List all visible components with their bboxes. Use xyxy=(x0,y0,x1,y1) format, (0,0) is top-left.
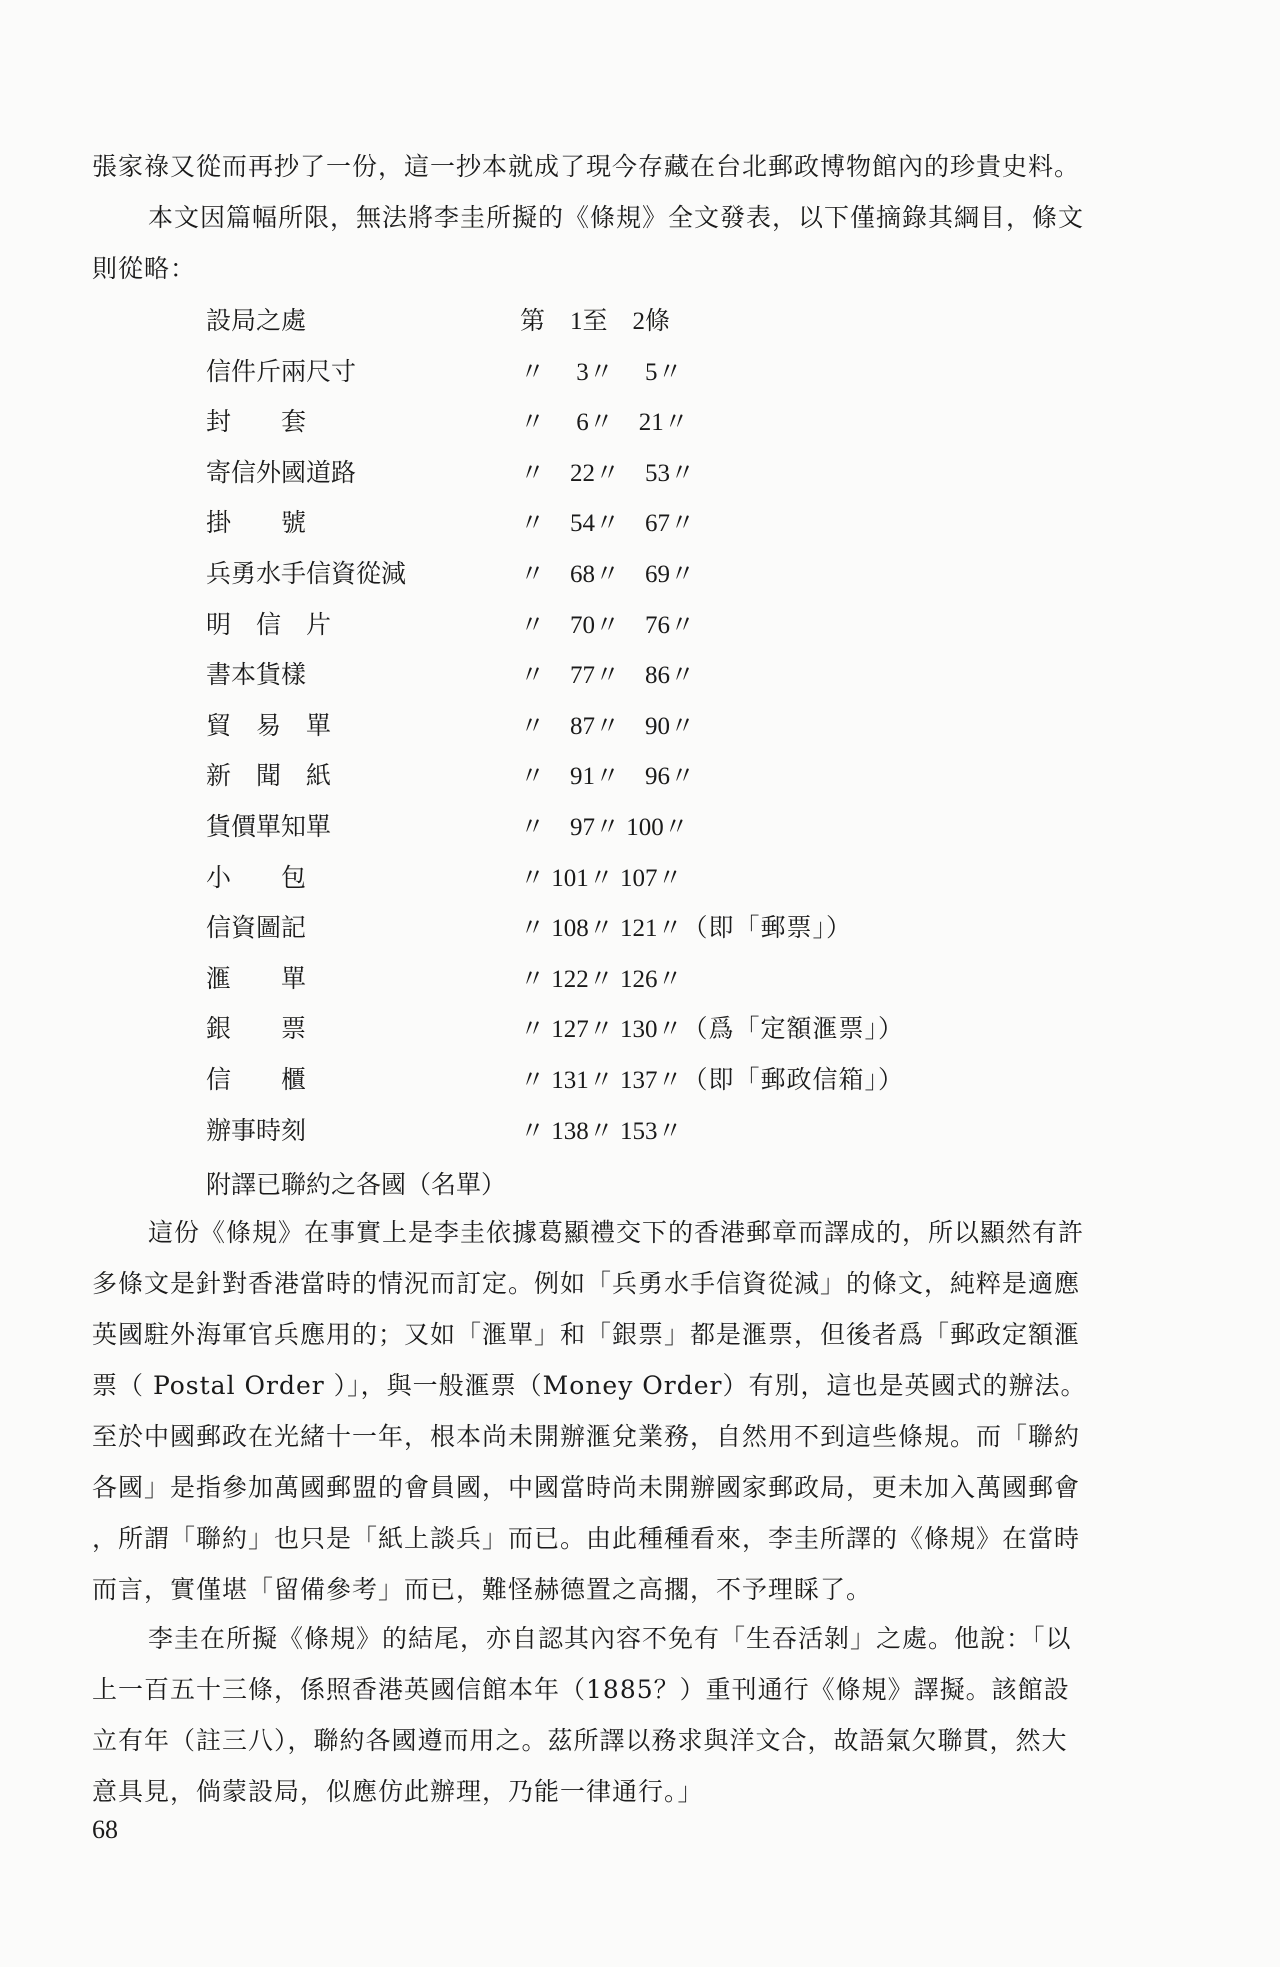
outline-row xyxy=(206,1055,1106,1106)
text-line: 這份《條規》在事實上是李圭依據葛顯禮交下的香港郵章而譯成的，所以顯然有許 xyxy=(148,1218,1085,1247)
outline-title: 辦事時刻 xyxy=(206,1115,307,1145)
text-line: 至於中國郵政在光緒十一年，根本尚未開辦滙兌業務，自然用不到這些條規。而「聯約 xyxy=(92,1422,1081,1451)
outline-range: 〃 6〃 21〃 xyxy=(520,409,689,437)
text-line: 本文因篇幅所限，無法將李圭所擬的《條規》全文發表，以下僅摘錄其綱目，條文 xyxy=(148,203,1085,232)
outline-title: 封 套 xyxy=(206,407,307,437)
outline-title: 寄信外國道路 xyxy=(206,457,357,487)
text-line: 張家祿又從而再抄了一份，這一抄本就成了現今存藏在台北郵政博物館內的珍貴史料。 xyxy=(92,152,1081,181)
outline-row xyxy=(206,397,1106,448)
outline-title: 明 信 片 xyxy=(206,609,332,639)
intro-paragraph xyxy=(92,141,1184,294)
outline-range: 〃 77〃 86〃 xyxy=(520,662,696,690)
outline-title: 掛 號 xyxy=(206,508,307,538)
regulations-outline xyxy=(206,296,1106,1156)
outline-range: 〃 138〃 153〃 xyxy=(520,1117,683,1145)
outline-title: 新 聞 紙 xyxy=(206,761,332,791)
text-line: 李圭在所擬《條規》的結尾，亦自認其內容不免有「生吞活剝」之處。他說：「以 xyxy=(148,1624,1072,1653)
text-line: 而言，實僅堪「留備參考」而已，難怪赫德置之高擱，不予理睬了。 xyxy=(92,1575,873,1604)
outline-range: 〃 127〃 130〃（爲「定額滙票」） xyxy=(520,1014,905,1044)
text-line: 上一百五十三條，係照香港英國信館本年（1885？）重刊通行《條規》譯擬。該館設 xyxy=(92,1675,1070,1704)
outline-note: （即「郵政信箱」） xyxy=(682,1064,905,1094)
outline-row xyxy=(206,701,1106,752)
outline-row xyxy=(206,1004,1106,1055)
outline-row xyxy=(206,954,1106,1005)
outline-footer: 附譯已聯約之各國（名單） xyxy=(206,1170,507,1199)
outline-range: 〃 97〃 100〃 xyxy=(520,813,689,841)
text-line: 英國駐外海軍官兵應用的；又如「滙單」和「銀票」都是滙票，但後者爲「郵政定額滙 xyxy=(92,1320,1081,1349)
outline-row xyxy=(206,1106,1106,1157)
text-line: 多條文是針對香港當時的情況而訂定。例如「兵勇水手信資從減」的條文，純粹是適應 xyxy=(92,1269,1081,1298)
outline-title: 設局之處 xyxy=(206,306,307,335)
body-paragraph-2 xyxy=(92,1207,1184,1615)
outline-row xyxy=(206,802,1106,853)
outline-title: 滙 單 xyxy=(206,963,307,993)
outline-range: 〃 70〃 76〃 xyxy=(520,611,696,639)
outline-range: 〃 108〃 121〃（即「郵票」） xyxy=(520,913,853,943)
outline-title: 貿 易 單 xyxy=(206,710,332,740)
outline-title: 小 包 xyxy=(206,862,307,892)
outline-range: 〃 87〃 90〃 xyxy=(520,712,696,740)
outline-title: 信件斤兩尺寸 xyxy=(206,356,357,386)
outline-row xyxy=(206,903,1106,954)
outline-row xyxy=(206,853,1106,904)
outline-range: 〃 68〃 69〃 xyxy=(520,560,696,588)
outline-row xyxy=(206,296,1106,347)
outline-range: 〃 3〃 5〃 xyxy=(520,358,683,386)
outline-row xyxy=(206,347,1106,398)
outline-row xyxy=(206,549,1106,600)
outline-title: 銀 票 xyxy=(206,1014,307,1044)
outline-row xyxy=(206,751,1106,802)
outline-title: 信 櫃 xyxy=(206,1064,307,1094)
body-paragraph-3 xyxy=(92,1613,1184,1817)
outline-title: 信資圖記 xyxy=(206,913,307,943)
outline-range: 第 1至 2條 xyxy=(520,308,671,335)
outline-row xyxy=(206,498,1106,549)
outline-range: 〃 122〃 126〃 xyxy=(520,965,683,993)
text-line: 則從略： xyxy=(92,254,197,283)
text-line: 各國」是指參加萬國郵盟的會員國，中國當時尚未開辦國家郵政局，更未加入萬國郵會 xyxy=(92,1473,1081,1502)
outline-range: 〃 101〃 107〃 xyxy=(520,864,683,892)
text-line: 立有年（註三八），聯約各國遵而用之。茲所譯以務求與洋文合，故語氣欠聯貫，然大 xyxy=(92,1726,1068,1755)
outline-note: （即「郵票」） xyxy=(682,913,853,943)
text-line: 票（ Postal Order ）」，與一般滙票（Money Order）有別，這也是英國式的辦法。 xyxy=(92,1371,1087,1400)
text-line: 意具見，倘蒙設局，似應仿此辦理，乃能一律通行。」 xyxy=(92,1777,704,1806)
text-line: ，所謂「聯約」也只是「紙上談兵」而已。由此種種看來，李圭所譯的《條規》在當時 xyxy=(92,1524,1081,1553)
outline-row xyxy=(206,600,1106,651)
outline-row xyxy=(206,650,1106,701)
outline-row xyxy=(206,448,1106,499)
outline-range: 〃 91〃 96〃 xyxy=(520,763,696,791)
outline-title: 書本貨樣 xyxy=(206,660,307,690)
outline-range: 〃 54〃 67〃 xyxy=(520,510,696,538)
outline-title: 貨價單知單 xyxy=(206,811,332,841)
outline-range: 〃 22〃 53〃 xyxy=(520,459,696,487)
outline-range: 〃 131〃 137〃（即「郵政信箱」） xyxy=(520,1064,905,1094)
outline-note: （爲「定額滙票」） xyxy=(682,1014,905,1044)
outline-title: 兵勇水手信資從減 xyxy=(206,558,407,588)
page-number: 68 xyxy=(92,1815,118,1844)
